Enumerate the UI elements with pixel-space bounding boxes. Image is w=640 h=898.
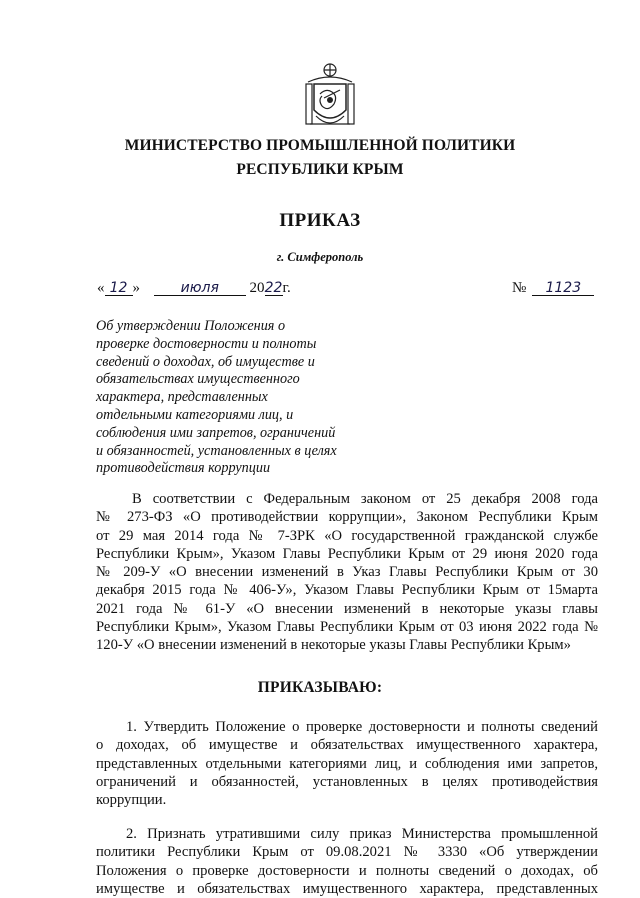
subject-line: соблюдения ими запретов, ограничений [96, 424, 336, 441]
date-year-field [265, 281, 283, 296]
basis-line: декабря 2015 года № 406-У», Указом Главы Республики Крым от 15марта [96, 582, 598, 599]
basis-line: № 273-ФЗ «О противодействии коррупции», Законом Республики Крым [96, 509, 598, 526]
basis-line: В соответствии с Федеральным законом от 25 декабря 2008 года [132, 491, 598, 507]
item-1-line: 1. Утвердить Положение о проверке достоверности и полноты сведений [126, 719, 598, 735]
date-year-end: г. [282, 280, 291, 296]
basis-line: Республики Крым», Указом Главы Республики Крым от 03 июня 2022 года № [96, 619, 598, 636]
basis-line: от 29 мая 2014 года № 7-ЗРК «О государственной гражданской службе [96, 527, 598, 544]
number-handwritten: 1123 [545, 280, 582, 296]
order-number [512, 280, 594, 297]
subject-line: и обязанностей, установленных в целях [96, 442, 337, 459]
basis-line: 120-У «О внесении изменений в некоторые указы Главы Республики Крым» [96, 637, 571, 654]
item-1-line: представленных отдельными категориями лиц, и соблюдения ими запретов, [96, 755, 598, 772]
subject-line: обязательствах имущественного [96, 371, 300, 388]
basis-line: Республики Крым», Указом Главы Республики Крым от 29 июня 2020 года [96, 545, 598, 562]
basis-line: 2021 года № 61-У «О внесении изменений в некоторые указы главы [96, 600, 598, 617]
date-close-quote: » [132, 280, 140, 296]
ministry-name-line2: РЕСПУБЛИКИ КРЫМ [236, 161, 404, 178]
order-date [97, 280, 291, 297]
item-2-line: имуществе и обязательствах имущественного характера, представленных [96, 880, 598, 897]
crimea-coat-of-arms-icon [294, 60, 366, 132]
directive-heading: ПРИКАЗЫВАЮ: [257, 679, 383, 696]
item-2-paragraph [96, 825, 598, 898]
basis-paragraph [96, 490, 598, 655]
date-day-handwritten: 12 [109, 280, 128, 296]
subject-line: сведений о доходах, об имуществе и [96, 353, 315, 370]
item-1-line: ограничений и обязанностей, установленных в целях противодействия [96, 773, 598, 790]
number-sign: № [512, 280, 527, 296]
ministry-name-line1: МИНИСТЕРСТВО ПРОМЫШЛЕННОЙ ПОЛИТИКИ [124, 137, 516, 154]
basis-line: № 209-У «О внесении изменений в Указ Главы Республики Крым от 30 [96, 564, 598, 581]
item-2-line: политики Республики Крым от 09.08.2021 № 3330 «Об утверждении [96, 844, 598, 861]
item-1-paragraph [96, 718, 598, 809]
item-1-line: о доходах, об имуществе и обязательствах имущественного характера, [96, 737, 598, 754]
date-month-handwritten: июля [180, 280, 219, 296]
date-day-field [105, 281, 133, 296]
subject-line: характера, представленных [96, 389, 268, 406]
item-1-line: коррупции. [96, 792, 167, 809]
order-subject [96, 318, 366, 478]
subject-line: отдельными категориями лиц, и [96, 406, 294, 423]
date-year-handwritten: 22 [264, 280, 283, 296]
subject-line: противодействия коррупции [96, 460, 271, 477]
subject-line: Об утверждении Положения о [96, 318, 286, 334]
subject-line: проверке достоверности и полноты [96, 335, 317, 352]
date-open-quote: « [97, 280, 105, 296]
item-2-line: Положения о проверке достоверности и полноты сведений о доходах, об [96, 862, 598, 879]
number-field [532, 281, 594, 296]
city-label: г. Симферополь [276, 250, 364, 264]
date-year-prefix: 20 [249, 280, 265, 296]
item-2-line: 2. Признать утратившими силу приказ Министерства промышленной [126, 826, 598, 842]
date-month-field [154, 281, 246, 296]
document-type-title: ПРИКАЗ [279, 210, 361, 231]
